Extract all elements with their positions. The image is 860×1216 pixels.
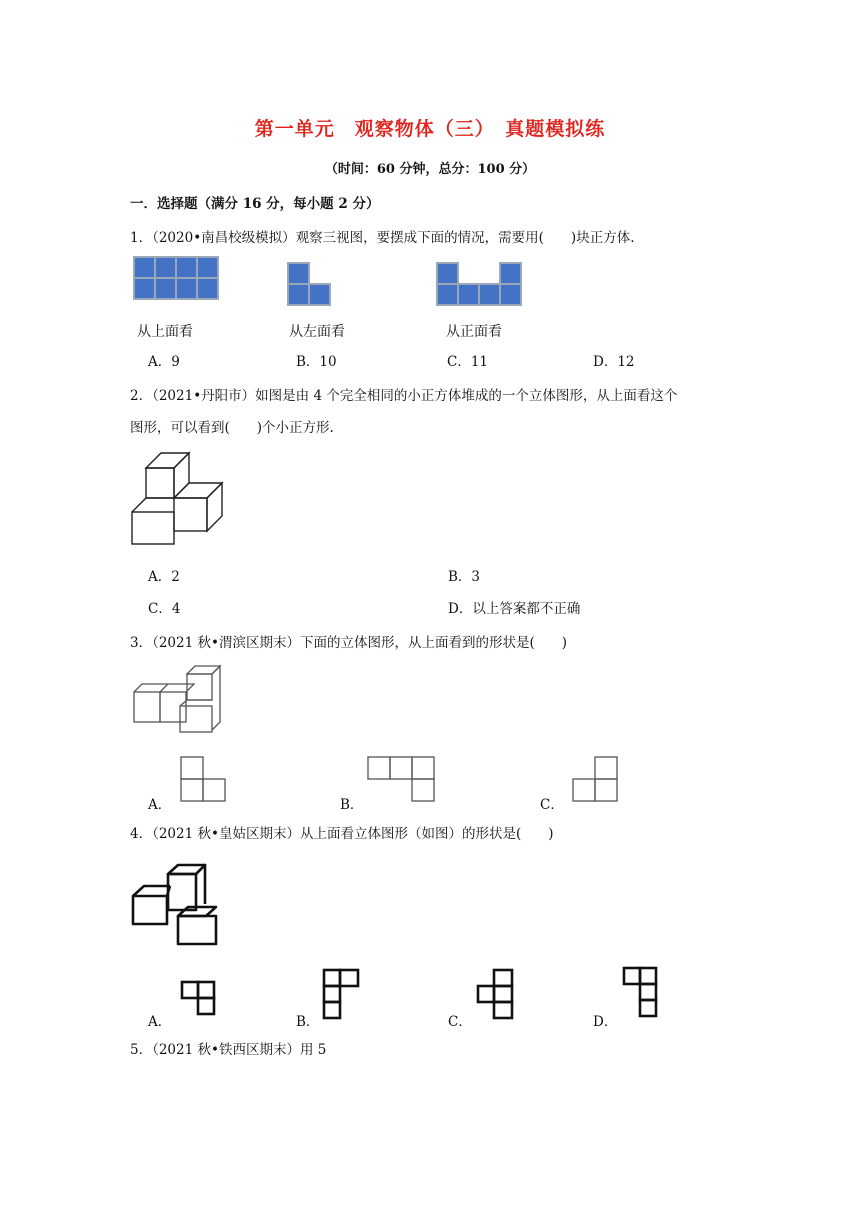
q3-option-b-figure (367, 756, 435, 802)
front-view-figure (436, 262, 522, 306)
question-4-text: 4．（2021 秋•皇姑区期末）从上面看立体图形（如图）的形状是( ) (130, 826, 554, 842)
question-3-text: 3．（2021 秋•渭滨区期末）下面的立体图形，从上面看到的形状是( ) (130, 635, 567, 651)
q4-option-b-figure (322, 968, 362, 1022)
view-label-front: 从正面看 (446, 324, 502, 340)
q4-option-a-label: A． (148, 1014, 172, 1030)
q3-option-b-label: B． (340, 797, 364, 813)
view-label-top: 从上面看 (137, 324, 193, 340)
q4-option-c-label: C． (448, 1014, 472, 1030)
q4-cube-figure (130, 862, 225, 950)
q2-option-b: B．3 (448, 569, 481, 585)
q1-option-d: D．12 (593, 354, 635, 370)
q4-option-d-label: D． (593, 1014, 618, 1030)
left-view-figure (287, 262, 333, 306)
q3-cube-figure (130, 664, 225, 734)
q1-option-c: C．11 (447, 354, 489, 370)
q1-option-b: B．10 (296, 354, 337, 370)
q3-option-a-label: A． (148, 797, 172, 813)
q2-cube-figure (130, 452, 225, 547)
q2-option-d: D．以上答案都不正确 (448, 601, 581, 617)
question-2-text-line1: 2．（2021•丹阳市）如图是由 4 个完全相同的小正方体堆成的一个立体图形，从上面看这个 (130, 388, 678, 404)
q4-option-d-figure (622, 966, 662, 1020)
question-1-text: 1．（2020•南昌校级模拟）观察三视图，要摆成下面的情况，需要用( )块正方体. (130, 230, 635, 246)
section-heading: 一．选择题（满分 16 分，每小题 2 分） (130, 196, 380, 212)
q4-option-c-figure (476, 968, 516, 1022)
question-2-text-line2: 图形，可以看到( )个小正方形. (130, 420, 334, 436)
q4-option-a-figure (180, 980, 218, 1020)
q4-option-b-label: B． (296, 1014, 320, 1030)
exam-info: （时间：60 分钟，总分：100 分） (324, 162, 536, 177)
q1-option-a: A．9 (148, 354, 180, 370)
top-view-figure (133, 256, 219, 300)
view-label-left: 从左面看 (289, 324, 345, 340)
q2-option-a: A．2 (148, 569, 180, 585)
q3-option-a-figure (180, 756, 226, 802)
page-title: 第一单元 观察物体（三） 真题模拟练 (254, 118, 606, 140)
question-5-text: 5．（2021 秋•铁西区期末）用 5 (130, 1042, 327, 1058)
top-view-cells (134, 257, 218, 299)
q3-option-c-label: C． (540, 797, 564, 813)
q3-option-c-figure (572, 756, 618, 802)
q2-option-c: C．4 (148, 601, 181, 617)
